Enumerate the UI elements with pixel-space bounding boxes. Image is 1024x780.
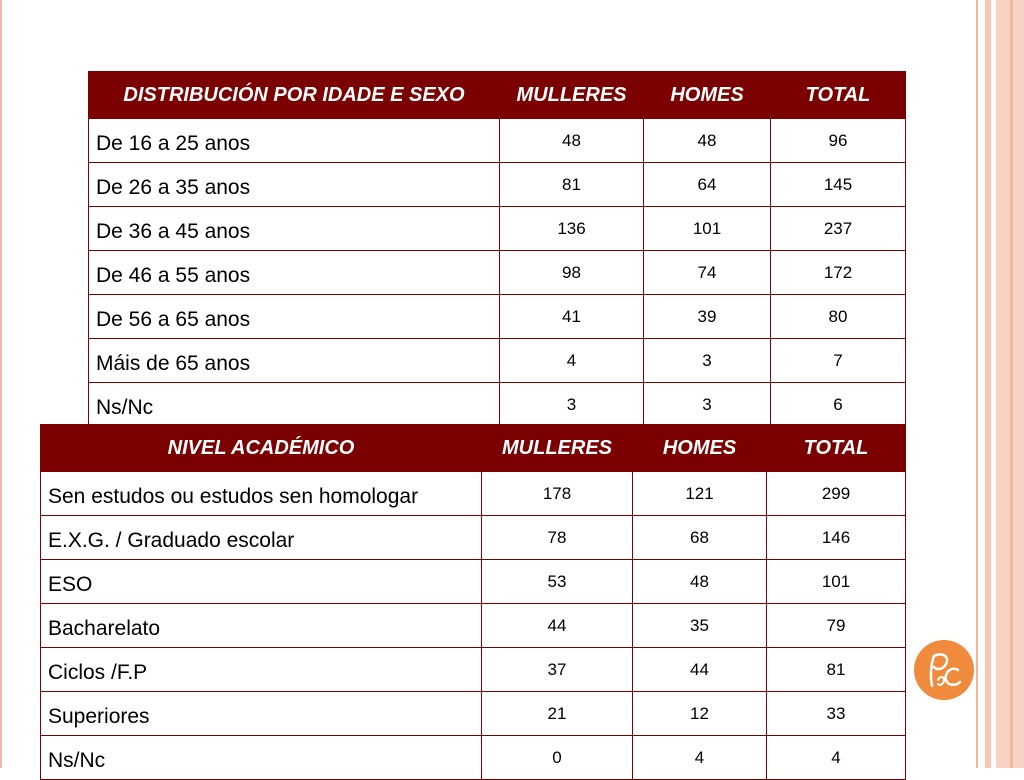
value-cell: 6 [771,383,906,427]
value-cell: 3 [644,339,771,383]
column-header: TOTAL [767,425,906,472]
row-label-cell: Ns/Nc [41,736,482,780]
right-decor-stripe [985,0,991,768]
table-row [89,339,906,383]
row-label-cell: De 56 a 65 anos [89,295,500,339]
value-cell: 136 [500,207,644,251]
value-cell: 81 [500,163,644,207]
value-cell: 178 [482,472,633,516]
value-cell: 98 [500,251,644,295]
table-row [89,383,906,427]
value-cell: 4 [633,736,767,780]
table-row [41,560,906,604]
pc-monogram-logo-icon [914,640,974,700]
value-cell: 33 [767,692,906,736]
row-label-cell: De 16 a 25 anos [89,119,500,163]
right-decor-stripe [976,0,978,768]
row-label-cell: Bacharelato [41,604,482,648]
table-row [89,119,906,163]
column-header: TOTAL [771,72,906,119]
table-row [89,295,906,339]
value-cell: 64 [644,163,771,207]
column-header: MULLERES [482,425,633,472]
table-row [41,516,906,560]
value-cell: 68 [633,516,767,560]
table-header-row [41,425,906,472]
value-cell: 78 [482,516,633,560]
value-cell: 39 [644,295,771,339]
value-cell: 146 [767,516,906,560]
value-cell: 41 [500,295,644,339]
value-cell: 81 [767,648,906,692]
row-label-cell: Máis de 65 anos [89,339,500,383]
table-row [41,648,906,692]
row-label-cell: De 36 a 45 anos [89,207,500,251]
value-cell: 3 [500,383,644,427]
column-header: HOMES [633,425,767,472]
value-cell: 79 [767,604,906,648]
table-row [89,251,906,295]
table-row [41,472,906,516]
table-row [89,207,906,251]
row-label-cell: De 26 a 35 anos [89,163,500,207]
value-cell: 37 [482,648,633,692]
table-header-row [89,72,906,119]
value-cell: 145 [771,163,906,207]
value-cell: 299 [767,472,906,516]
value-cell: 35 [633,604,767,648]
value-cell: 96 [771,119,906,163]
value-cell: 48 [500,119,644,163]
value-cell: 172 [771,251,906,295]
table-row [41,604,906,648]
row-label-cell: Ciclos /F.P [41,648,482,692]
row-label-cell: E.X.G. / Graduado escolar [41,516,482,560]
value-cell: 48 [644,119,771,163]
table-row [41,692,906,736]
value-cell: 48 [633,560,767,604]
value-cell: 21 [482,692,633,736]
age-sex-table [88,71,906,427]
value-cell: 7 [771,339,906,383]
value-cell: 237 [771,207,906,251]
education-level-table [40,424,906,780]
table-row [41,736,906,780]
value-cell: 80 [771,295,906,339]
value-cell: 44 [482,604,633,648]
value-cell: 53 [482,560,633,604]
value-cell: 121 [633,472,767,516]
value-cell: 101 [644,207,771,251]
row-label-cell: Superiores [41,692,482,736]
column-header: NIVEL ACADÉMICO [41,425,482,472]
value-cell: 12 [633,692,767,736]
right-decor-stripe [1010,0,1013,768]
column-header: MULLERES [500,72,644,119]
value-cell: 101 [767,560,906,604]
row-label-cell: Sen estudos ou estudos sen homologar [41,472,482,516]
value-cell: 74 [644,251,771,295]
row-label-cell: Ns/Nc [89,383,500,427]
value-cell: 0 [482,736,633,780]
row-label-cell: De 46 a 55 anos [89,251,500,295]
value-cell: 4 [767,736,906,780]
value-cell: 3 [644,383,771,427]
left-border-line [0,0,2,768]
row-label-cell: ESO [41,560,482,604]
value-cell: 4 [500,339,644,383]
value-cell: 44 [633,648,767,692]
table-row [89,163,906,207]
column-header: DISTRIBUCIÓN POR IDADE E SEXO [89,72,500,119]
column-header: HOMES [644,72,771,119]
